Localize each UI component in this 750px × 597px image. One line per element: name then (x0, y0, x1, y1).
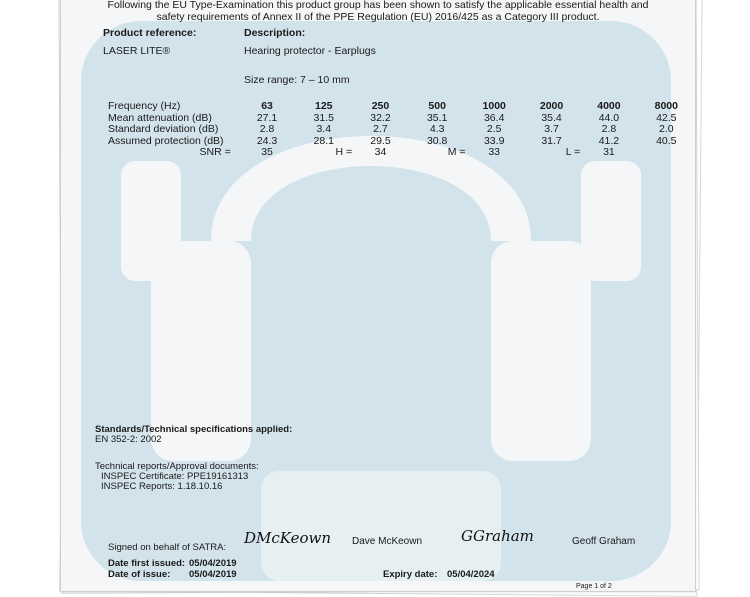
value-cell: 27.1 (256, 111, 278, 124)
size-range: Size range: 7 – 10 mm (244, 74, 350, 86)
product-reference-label: Product reference: (103, 27, 197, 39)
value-cell: 35.4 (541, 111, 562, 124)
l-value: 31 (603, 146, 615, 159)
inspec-certificate: INSPEC Certificate: PPE19161313 (101, 471, 249, 482)
value-cell: 40.5 (656, 134, 677, 147)
l-label: L = (565, 146, 581, 159)
value-cell: 2.7 (373, 123, 388, 136)
h-label: H = (335, 146, 353, 159)
value-cell: 33.9 (483, 134, 505, 147)
value-cell: 2.0 (658, 123, 674, 136)
freq-cell: 125 (314, 100, 333, 113)
page-number: Page 1 of 2 (576, 583, 612, 590)
freq-cell: 8000 (654, 100, 678, 113)
signature-mckeown: DMcKeown (244, 529, 331, 547)
attenuation-table (108, 101, 695, 159)
value-cell: 42.5 (656, 111, 677, 124)
freq-cell: 250 (371, 100, 390, 113)
description-value: Hearing protector - Earplugs (244, 45, 376, 57)
value-cell: 31.7 (541, 134, 562, 147)
table-header-row (108, 101, 695, 113)
header-line-1: Following the EU Type-Examination this product group has been shown to satisfy the applicable essential health and (107, 0, 649, 11)
snr-label: SNR = (199, 146, 231, 159)
issue-date-label: Date of issue: (108, 569, 171, 580)
row-label: Mean attenuation (dB) (108, 111, 212, 124)
freq-cell: 500 (428, 100, 446, 113)
value-cell: 2.8 (601, 123, 617, 136)
freq-cell: 63 (261, 100, 273, 113)
value-cell: 2.5 (486, 123, 502, 136)
value-cell: 3.4 (316, 123, 332, 136)
m-value: 33 (488, 146, 501, 159)
reports-label: Technical reports/Approval documents: (95, 461, 259, 472)
issue-date-value: 05/04/2019 (189, 569, 237, 580)
first-issued-label: Date first issued: (108, 558, 186, 569)
headphones-watermark-icon (61, 0, 695, 591)
m-label: M = (447, 146, 466, 159)
value-cell: 44.0 (598, 111, 620, 124)
freq-cell: 2000 (539, 100, 564, 113)
first-issued-value: 05/04/2019 (189, 558, 237, 569)
value-cell: 3.7 (544, 123, 559, 136)
header-line-2: safety requirements of Annex II of the PPE Regulation (EU) 2016/425 as a Category III product. (156, 11, 600, 23)
value-cell: 31.5 (313, 111, 334, 124)
value-cell: 32.2 (370, 111, 391, 124)
product-reference-value: LASER LITE® (103, 45, 171, 57)
signatory-name-2: Geoff Graham (572, 536, 636, 547)
snr-value: 35 (261, 146, 273, 159)
table-row (108, 124, 695, 136)
value-cell: 29.5 (370, 134, 391, 147)
value-cell: 28.1 (313, 134, 334, 147)
signature-graham: GGraham (461, 527, 534, 545)
value-cell: 2.8 (259, 123, 275, 136)
row-label: Assumed protection (dB) (108, 134, 224, 147)
snr-row (108, 147, 695, 159)
value-cell: 24.3 (256, 134, 278, 147)
standards-value: EN 352-2: 2002 (95, 434, 162, 445)
value-cell: 30.8 (426, 134, 448, 147)
row-label: Standard deviation (dB) (108, 123, 219, 136)
h-value: 34 (374, 146, 387, 159)
description-label: Description: (244, 27, 306, 39)
freq-cell: 1000 (482, 100, 506, 113)
standards-label: Standards/Technical specifications applied: (95, 424, 293, 435)
expiry-date-label: Expiry date: (383, 569, 438, 580)
expiry-date-value: 05/04/2024 (447, 569, 495, 580)
row-label: Frequency (Hz) (108, 100, 181, 113)
freq-cell: 4000 (597, 100, 621, 113)
signatory-name-1: Dave McKeown (352, 536, 423, 547)
value-cell: 4.3 (429, 123, 445, 136)
value-cell: 35.1 (426, 111, 448, 124)
signed-label: Signed on behalf of SATRA: (108, 542, 227, 553)
certificate-page (60, 0, 696, 592)
value-cell: 41.2 (598, 134, 620, 147)
value-cell: 36.4 (483, 111, 505, 124)
inspec-reports: INSPEC Reports: 1.18.10.16 (101, 481, 223, 492)
